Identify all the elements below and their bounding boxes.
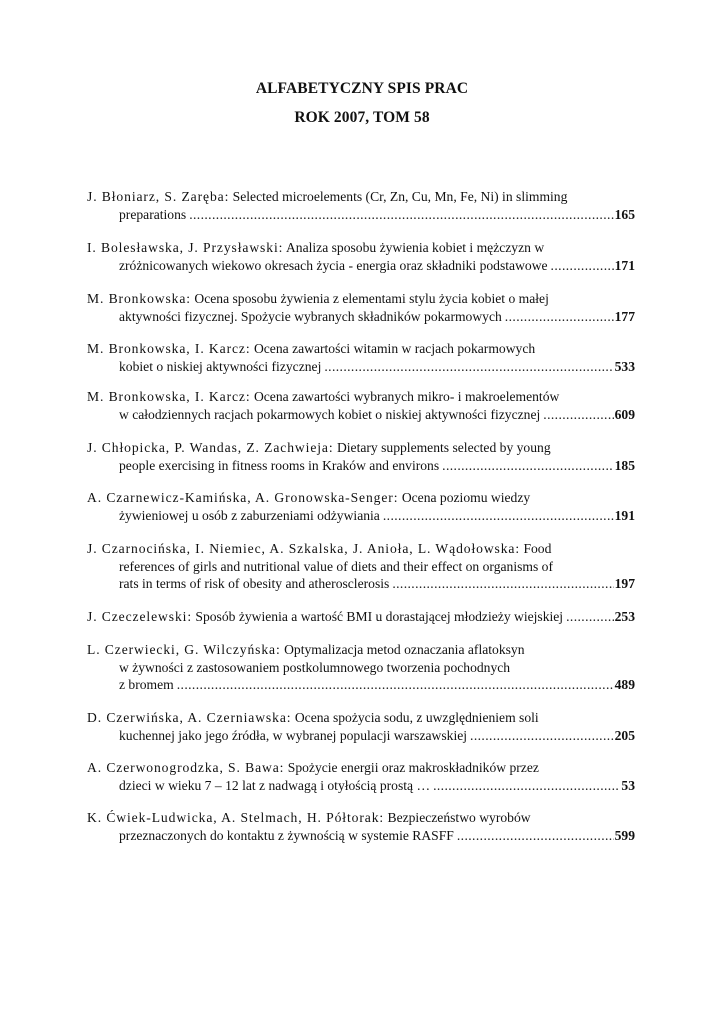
- entry-authors: I. Bolesławska, J. Przysławski:: [87, 240, 284, 255]
- entry-page: 171: [614, 257, 635, 273]
- dot-leader: [505, 308, 614, 326]
- dot-leader: [470, 727, 614, 745]
- entry-authors: D. Czerwińska, A. Czerniawska:: [87, 710, 292, 725]
- toc-entry[interactable]: [87, 290, 635, 325]
- toc-entry[interactable]: [87, 388, 635, 423]
- entry-authors: M. Bronkowska:: [87, 291, 191, 306]
- entry-title-cont: preparations: [119, 206, 187, 222]
- dot-leader: [392, 575, 613, 593]
- entry-page: 165: [614, 206, 635, 222]
- entry-authors: J. Czarnocińska, I. Niemiec, A. Szkalska, J. Anioła, L. Wądołowska:: [87, 541, 521, 556]
- entry-authors: J. Chłopicka, P. Wandas, Z. Zachwieja:: [87, 440, 334, 455]
- entry-title-cont: w całodziennych racjach pokarmowych kobiet o niskiej aktywności fizycznej: [119, 406, 541, 422]
- entry-page: 205: [614, 727, 635, 743]
- entry-title-cont: przeznaczonych do kontaktu z żywnością w systemie RASFF: [119, 827, 454, 843]
- entry-title: Bezpieczeństwo wyrobów: [387, 810, 531, 825]
- entry-title: Ocena spożycia sodu, z uwzględnieniem soli: [294, 710, 539, 725]
- page-subtitle: ROK 2007, TOM 58: [294, 109, 430, 126]
- toc-entry[interactable]: [87, 439, 635, 474]
- entry-page: 185: [614, 457, 635, 473]
- entry-page: 599: [614, 827, 635, 843]
- entry-page: 533: [614, 358, 635, 374]
- toc-entry[interactable]: [87, 608, 635, 626]
- dot-leader: [324, 358, 613, 376]
- toc-entry[interactable]: [87, 340, 635, 375]
- dot-leader: [543, 406, 613, 424]
- dot-leader: [551, 257, 614, 275]
- entry-title: Analiza sposobu żywienia kobiet i mężczyzn w: [285, 240, 545, 255]
- entry-title-cont: kobiet o niskiej aktywności fizycznej: [119, 358, 322, 374]
- entry-page: 489: [614, 677, 635, 692]
- toc-entry[interactable]: [87, 709, 635, 744]
- dot-leader: [189, 206, 613, 224]
- entry-page: 53: [621, 777, 635, 793]
- entry-page: 253: [614, 609, 635, 624]
- entry-title-cont: references of girls and nutritional value of diets and their effect on organisms of: [119, 558, 553, 574]
- toc-entry[interactable]: [87, 809, 635, 844]
- entry-title: Ocena zawartości witamin w racjach pokarmowych: [253, 341, 536, 356]
- entry-title-cont: aktywności fizycznej. Spożycie wybranych składników pokarmowych: [119, 308, 502, 324]
- entry-title-cont: żywieniowej u osób z zaburzeniami odżywiania: [119, 507, 380, 523]
- entry-authors: L. Czerwiecki, G. Wilczyńska:: [87, 642, 281, 657]
- dot-leader: [433, 777, 620, 795]
- entry-title: Selected microelements (Cr, Zn, Cu, Mn, Fe, Ni) in slimming: [232, 189, 568, 204]
- entry-authors: J. Czeczelewski:: [87, 609, 192, 624]
- entry-title-cont: rats in terms of risk of obesity and atherosclerosis: [119, 576, 390, 591]
- entry-title-cont: people exercising in fitness rooms in Kraków and environs: [119, 457, 440, 473]
- entry-title-cont: dzieci w wieku 7 – 12 lat z nadwagą i otyłością prostą …: [119, 777, 431, 793]
- entry-title: Spożycie energii oraz makroskładników przez: [287, 760, 539, 775]
- entry-page: 177: [614, 308, 635, 324]
- entry-title: Optymalizacja metod oznaczania aflatoksyn: [284, 642, 525, 657]
- toc-entry[interactable]: [87, 540, 635, 593]
- dot-leader: [457, 827, 614, 845]
- entry-authors: J. Błoniarz, S. Zaręba:: [87, 189, 230, 204]
- entry-title: Ocena poziomu wiedzy: [401, 490, 531, 505]
- entry-title-cont: zróżnicowanych wiekowo okresach życia - energia oraz składniki podstawowe: [119, 257, 548, 273]
- dot-leader: [566, 608, 614, 626]
- entry-authors: A. Czarnewicz-Kamińska, A. Gronowska-Senger:: [87, 490, 399, 505]
- entry-title: Ocena sposobu żywienia z elementami stylu życia kobiet o małej: [194, 291, 549, 306]
- entry-authors: M. Bronkowska, I. Karcz:: [87, 389, 251, 404]
- entry-title-cont: w żywności z zastosowaniem postkolumnowego tworzenia pochodnych: [119, 659, 511, 675]
- entry-authors: K. Ćwiek-Ludwicka, A. Stelmach, H. Półtorak:: [87, 810, 385, 825]
- toc-entry[interactable]: [87, 759, 635, 794]
- entry-page: 609: [614, 406, 635, 422]
- entry-authors: A. Czerwonogrodzka, S. Bawa:: [87, 760, 285, 775]
- toc-entry[interactable]: [87, 188, 635, 223]
- entry-page: 197: [614, 576, 635, 591]
- entry-title: Dietary supplements selected by young: [336, 440, 551, 455]
- toc-entry[interactable]: [87, 489, 635, 524]
- dot-leader: [177, 676, 614, 694]
- entry-title: Sposób żywienia a wartość BMI u dorastającej młodzieży wiejskiej: [195, 609, 564, 624]
- entry-title: Ocena zawartości wybranych mikro- i makroelementów: [253, 389, 560, 404]
- entry-title-cont: kuchennej jako jego źródła, w wybranej populacji warszawskiej: [119, 727, 468, 743]
- page-title: ALFABETYCZNY SPIS PRAC: [255, 80, 469, 97]
- entry-title-cont: z bromem: [119, 677, 174, 692]
- dot-leader: [383, 507, 614, 525]
- entry-page: 191: [614, 507, 635, 523]
- dot-leader: [442, 457, 613, 475]
- entry-authors: M. Bronkowska, I. Karcz:: [87, 341, 251, 356]
- entry-title: Food: [523, 541, 552, 556]
- toc-entry[interactable]: [87, 641, 635, 694]
- toc-entry[interactable]: [87, 239, 635, 274]
